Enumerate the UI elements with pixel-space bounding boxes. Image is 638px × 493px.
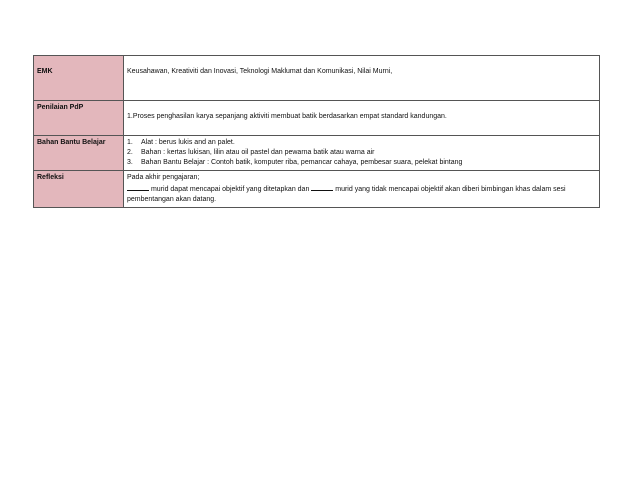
refleksi-line-2b: murid yang tidak mencapai objektif akan diberi bimbingan khas dalam sesi — [335, 186, 566, 193]
penilaian-label: Penilaian PdP — [34, 101, 124, 136]
list-item-text: Bahan Bantu Belajar : Contoh batik, komputer riba, pemancar cahaya, pembesar suara, pelekat bintang — [141, 159, 463, 166]
lesson-plan-table — [33, 55, 600, 208]
row-bahan-bantu-belajar — [34, 136, 600, 171]
list-item-text: Bahan : kertas lukisan, lilin atau oil pastel dan pewarna batik atau warna air — [141, 149, 375, 156]
list-item-number: 2. — [127, 149, 133, 156]
bbb-label: Bahan Bantu Belajar — [34, 136, 124, 171]
bbb-content — [124, 136, 600, 171]
list-item-number: 3. — [127, 159, 133, 166]
list-item — [127, 158, 596, 168]
bbb-list — [127, 138, 596, 168]
list-item — [127, 138, 596, 148]
refleksi-content — [124, 171, 600, 208]
fill-blank[interactable] — [311, 183, 333, 191]
row-penilaian-pdp — [34, 101, 600, 136]
refleksi-line-2a: murid dapat mencapai objektif yang ditetapkan dan — [150, 186, 310, 193]
emk-label: EMK — [34, 56, 124, 101]
list-item-number: 1. — [127, 139, 133, 146]
penilaian-content: 1.Proses penghasilan karya sepanjang aktiviti membuat batik berdasarkan empat standard kandungan. — [124, 101, 600, 136]
refleksi-line-1: Pada akhir pengajaran; — [127, 174, 200, 181]
row-refleksi — [34, 171, 600, 208]
emk-content: Keusahawan, Kreativiti dan Inovasi, Teknologi Maklumat dan Komunikasi, Nilai Murni, — [124, 56, 600, 101]
fill-blank[interactable] — [127, 183, 149, 191]
refleksi-line-3: pembentangan akan datang. — [127, 196, 217, 203]
list-item — [127, 148, 596, 158]
list-item-text: Alat : berus lukis and an palet. — [141, 139, 235, 146]
refleksi-line-2 — [127, 183, 596, 195]
refleksi-label: Refleksi — [34, 171, 124, 208]
row-emk — [34, 56, 600, 101]
